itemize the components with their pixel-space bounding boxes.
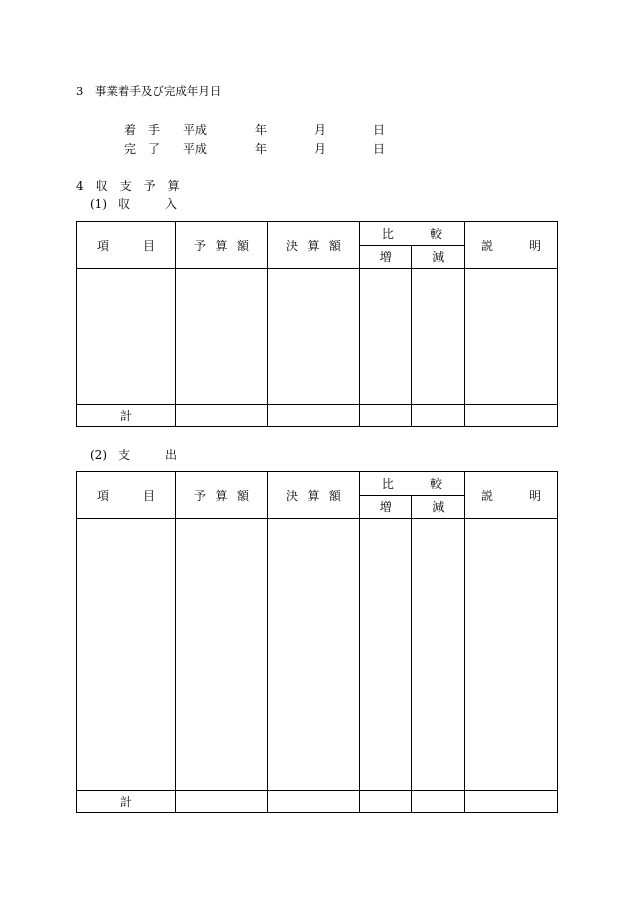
expense-title-a: 支: [118, 448, 131, 462]
header-budget: 予 算 額: [176, 222, 268, 269]
cell: [176, 791, 268, 813]
cell: [412, 405, 465, 427]
section-4-heading: 4 収 支 予 算: [76, 179, 180, 193]
income-title-a: 収: [118, 197, 131, 211]
header-settlement: 決 算 額: [267, 222, 359, 269]
header-item: 項 目: [77, 472, 176, 519]
cell: [176, 269, 268, 405]
expense-table: [76, 471, 558, 813]
cell: [359, 269, 412, 405]
cell: [176, 405, 268, 427]
cell: [77, 269, 176, 405]
header-decrease: 減: [412, 495, 465, 519]
cell: [267, 405, 359, 427]
header-explanation: 説 明: [464, 472, 557, 519]
end-month: 月: [314, 142, 327, 156]
income-table: [76, 221, 558, 427]
start-year: 年: [255, 123, 268, 137]
header-comparison: 比 較: [359, 222, 464, 246]
section-3-heading: 3 事業着手及び完成年月日: [76, 84, 222, 98]
end-era: 平成: [183, 142, 208, 156]
cell: [412, 791, 465, 813]
cell: [412, 269, 465, 405]
end-year: 年: [255, 142, 268, 156]
cell: [359, 791, 412, 813]
expense-total-row: [77, 791, 558, 813]
income-body-row: [77, 269, 558, 405]
cell: [464, 269, 557, 405]
income-title-b: 入: [165, 197, 178, 211]
header-item: 項 目: [77, 222, 176, 269]
cell: [267, 519, 359, 791]
cell: [359, 405, 412, 427]
header-explanation: 説 明: [464, 222, 557, 269]
header-increase: 増: [359, 495, 412, 519]
cell: [77, 519, 176, 791]
header-comparison: 比 較: [359, 472, 464, 496]
expense-title-b: 出: [165, 448, 178, 462]
total-label: 計: [77, 791, 176, 813]
cell: [464, 519, 557, 791]
cell: [176, 519, 268, 791]
cell: [267, 791, 359, 813]
cell: [464, 791, 557, 813]
income-total-row: [77, 405, 558, 427]
cell: [267, 269, 359, 405]
start-era: 平成: [183, 123, 208, 137]
total-label: 計: [77, 405, 176, 427]
end-day: 日: [373, 142, 386, 156]
start-month: 月: [314, 123, 327, 137]
start-day: 日: [373, 123, 386, 137]
header-decrease: 減: [412, 245, 465, 269]
end-label: 完 了: [124, 142, 161, 156]
header-settlement: 決 算 額: [267, 472, 359, 519]
expense-title-num: (2): [90, 448, 107, 462]
start-label: 着 手: [124, 123, 161, 137]
cell: [359, 519, 412, 791]
expense-body-row: [77, 519, 558, 791]
header-budget: 予 算 額: [176, 472, 268, 519]
cell: [412, 519, 465, 791]
income-title-num: (1): [90, 197, 107, 211]
cell: [464, 405, 557, 427]
header-increase: 増: [359, 245, 412, 269]
